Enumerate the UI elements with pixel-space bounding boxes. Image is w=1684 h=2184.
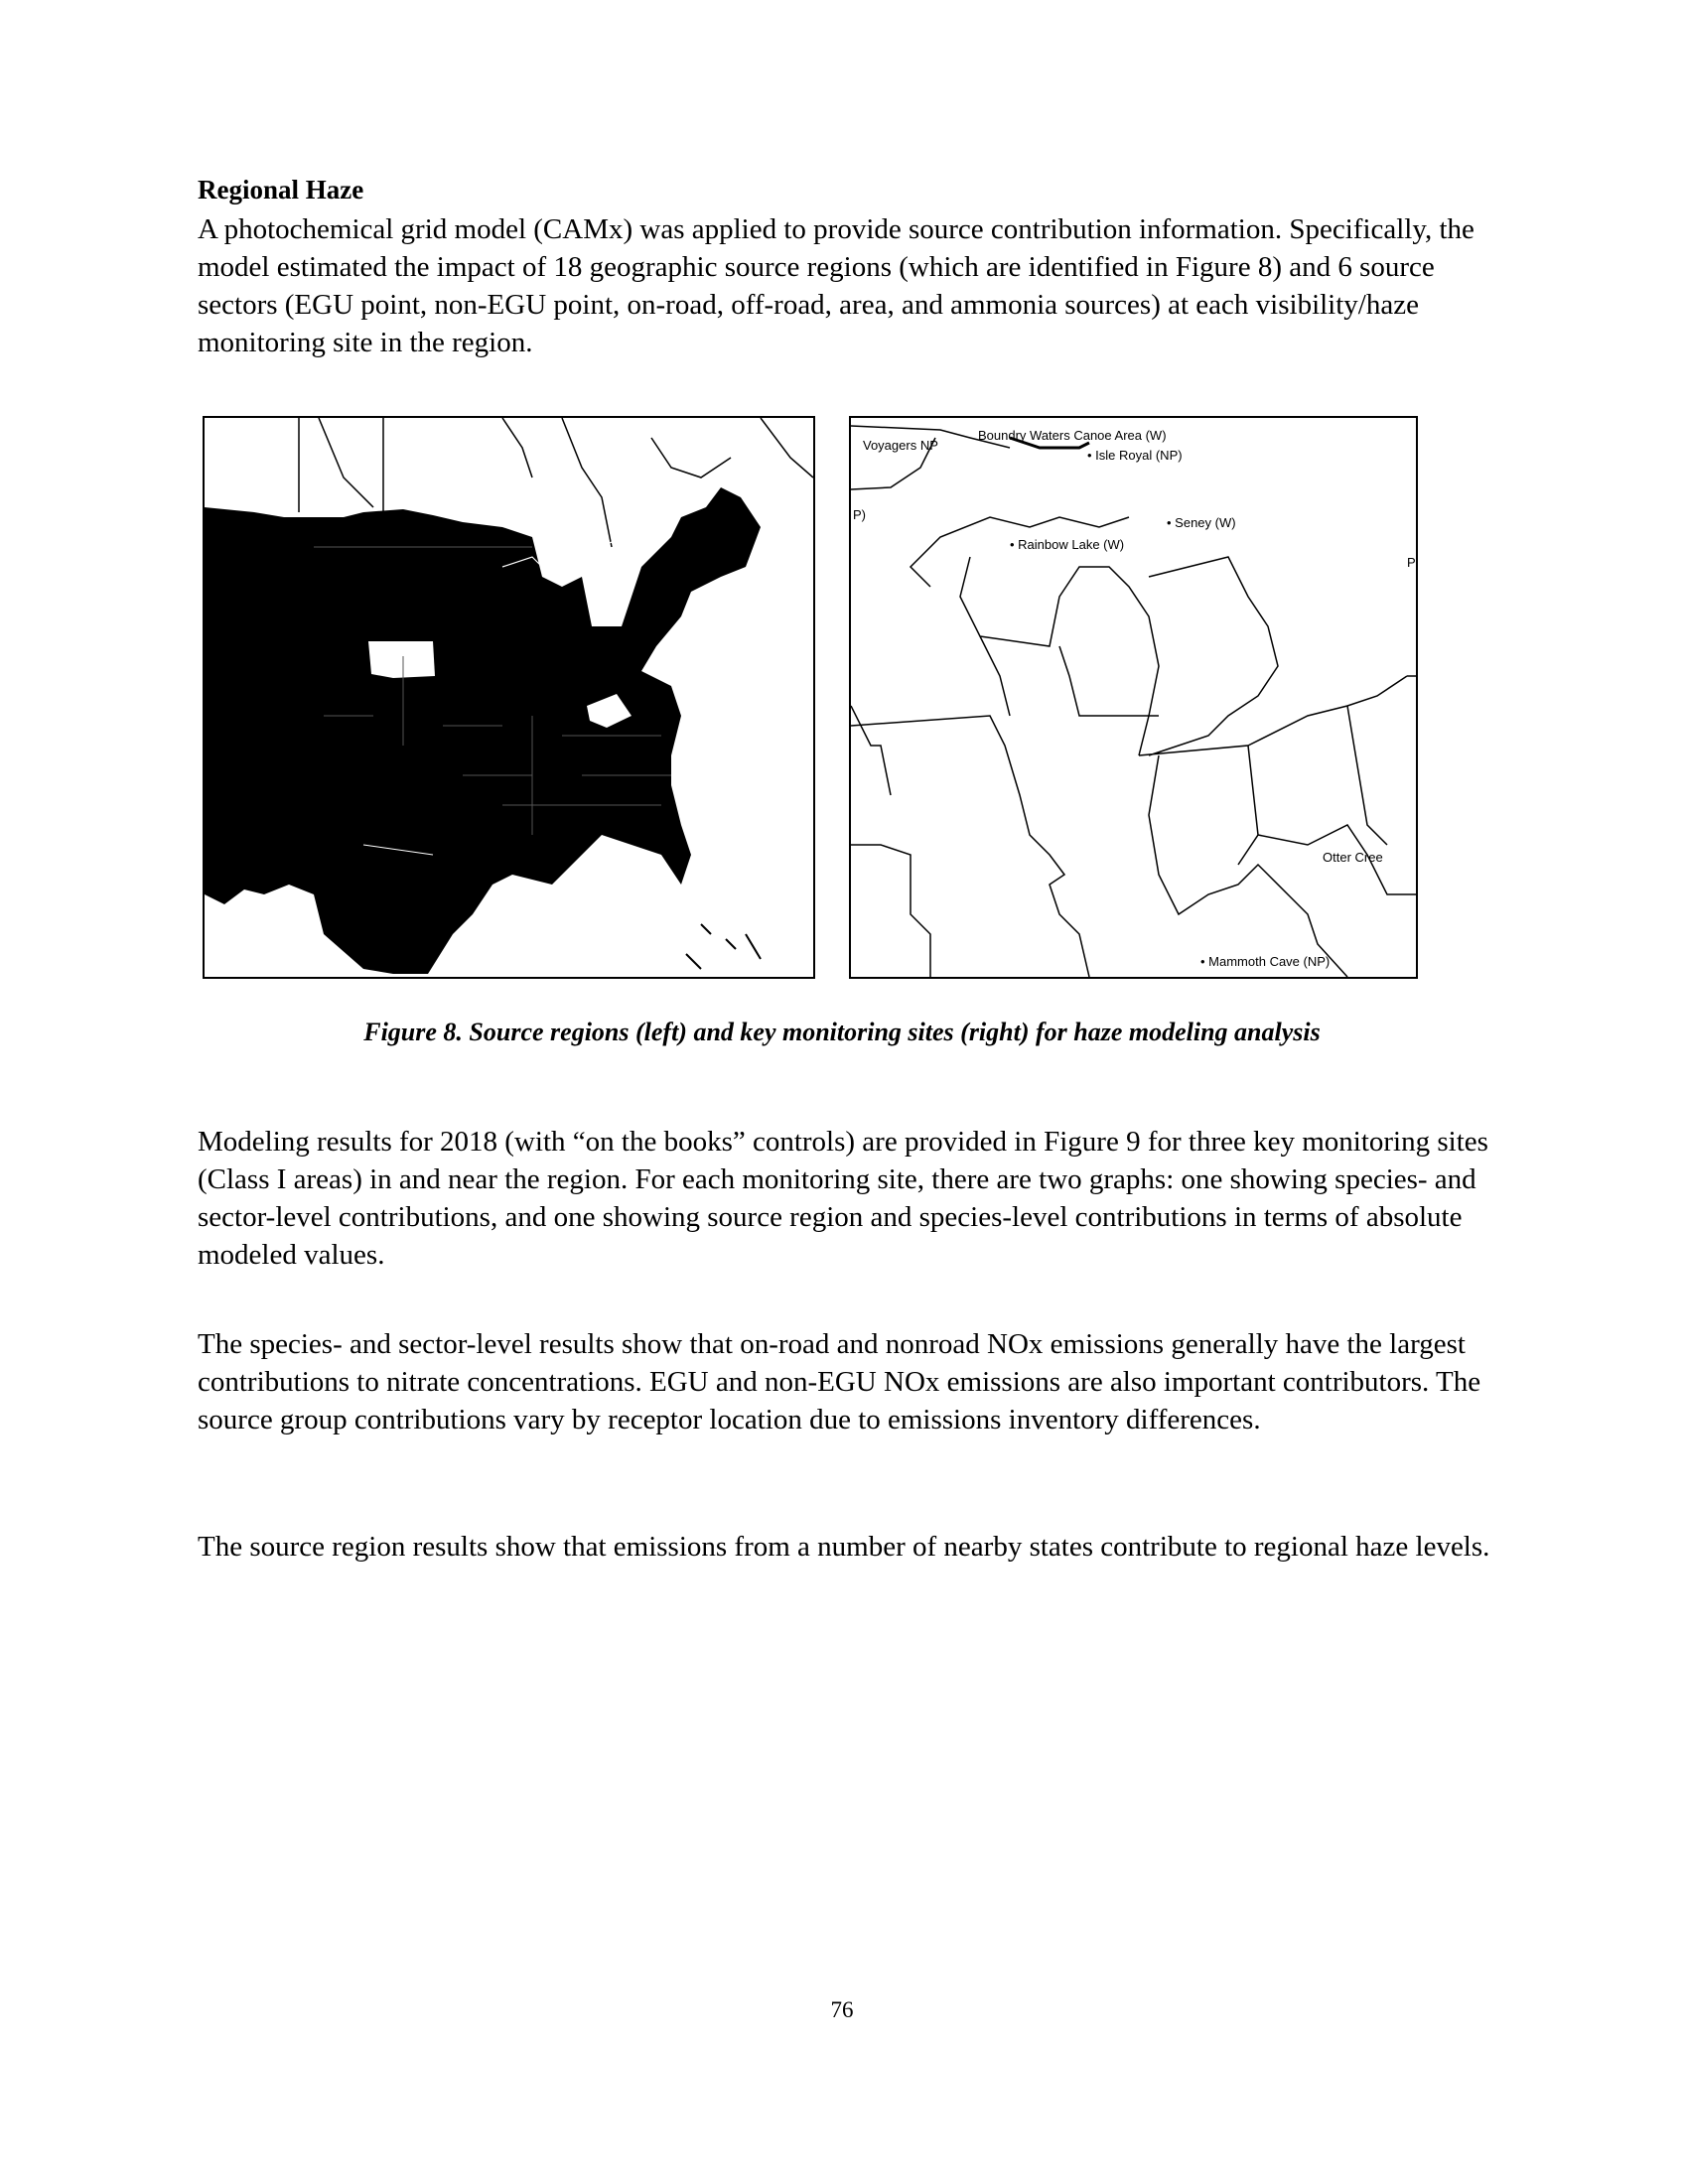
site-label-boundary-waters: Boundry Waters Canoe Area (W): [978, 428, 1167, 443]
page-number: 76: [830, 1997, 854, 2022]
section-heading: Regional Haze: [198, 175, 364, 205]
site-label-voyageurs: Voyagers NP: [863, 438, 938, 453]
source-regions-map: [203, 416, 815, 979]
site-labels-layer: [851, 418, 1416, 977]
site-label-rainbow-lake: • Rainbow Lake (W): [1010, 537, 1125, 552]
site-label-otter-creek: Otter Cree: [1323, 850, 1383, 865]
figure-caption: Figure 8. Source regions (left) and key monitoring sites (right) for haze modeling analysis: [363, 1018, 1321, 1046]
edge-label-left: P): [853, 507, 866, 522]
site-label-seney: • Seney (W): [1167, 515, 1236, 530]
site-label-mammoth-cave: • Mammoth Cave (NP): [1200, 954, 1331, 969]
body-paragraph: The species- and sector-level results show that on-road and nonroad NOx emissions generally have the largest contributions to nitrate concentrations. EGU and non-EGU NOx emissions are also important contributors. The source group contributions vary by receptor location due to emissions inventory differences.: [198, 1328, 1481, 1435]
source-regions-map-graphic: [205, 418, 813, 977]
monitoring-sites-map: [849, 416, 1418, 979]
body-paragraph: The source region results show that emissions from a number of nearby states contribute to regional haze levels.: [198, 1531, 1490, 1563]
intro-paragraph: A photochemical grid model (CAMx) was applied to provide source contribution information. Specifically, the model estimated the impact of 18 geographic source regions (which are identified in Figure 8) and 6 source sectors (EGU point, non-EGU point, on-road, off-road, area, and ammonia sources) at each visibility/haze monitoring site in the region.: [198, 213, 1474, 358]
body-paragraph: Modeling results for 2018 (with “on the books” controls) are provided in Figure 9 for three key monitoring sites (Class I areas) in and near the region. For each monitoring site, there are two graphs: one showing species- and sector-level contributions, and one showing source region and species-level contributions in terms of absolute modeled values.: [198, 1126, 1488, 1271]
site-label-isle-royale: • Isle Royal (NP): [1087, 448, 1183, 463]
edge-label-right: P: [1407, 555, 1416, 570]
